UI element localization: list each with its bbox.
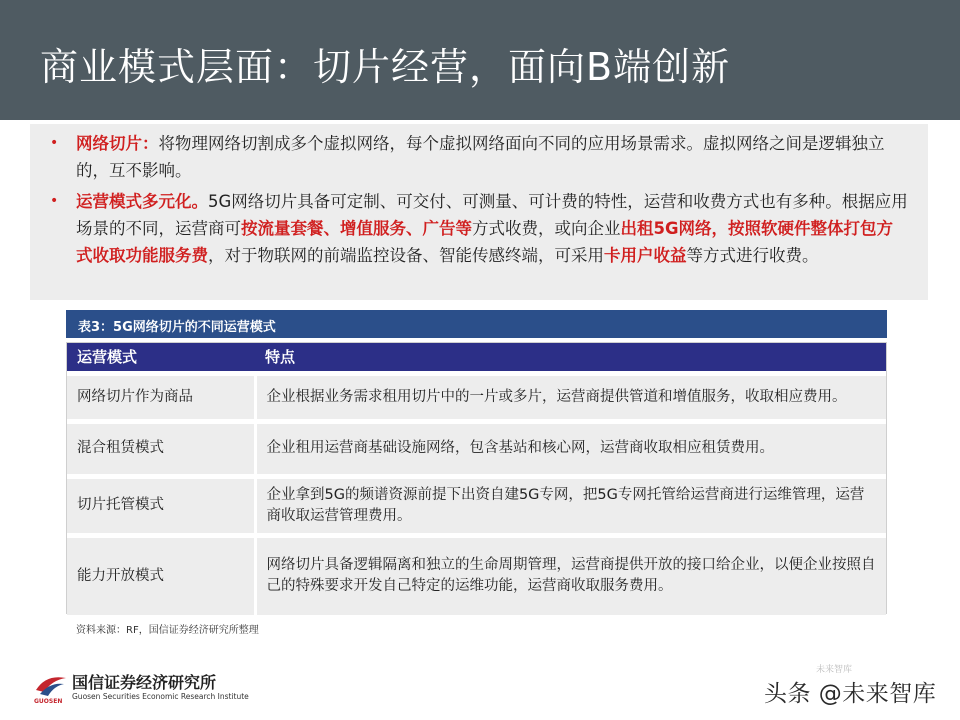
table-container [66,342,887,614]
table-cell-mode: 混合租赁模式 [67,421,255,476]
bullet-lead: 运营模式多元化。 [76,192,208,211]
page-title: 商业模式层面：切片经营，面向B端创新 [40,45,731,89]
table-cell-mode: 网络切片作为商品 [67,373,255,421]
table-cell-mode: 能力开放模式 [67,535,255,615]
table-header-row [67,343,886,373]
table-cell-features: 网络切片具备逻辑隔离和独立的生命周期管理，运营商提供开放的接口给企业，以便企业按照自己的特殊要求开发自己特定的运维功能，运营商收取服务费用。 [255,535,886,615]
bullet-text: 将物理网络切割成多个虚拟网络，每个虚拟网络面向不同的应用场景需求。虚拟网络之间是逻辑独立的，互不影响。 [76,134,885,180]
highlight-text: 按流量套餐、增值服务、广告等 [241,219,472,238]
table-row [67,535,886,615]
table-row [67,421,886,476]
bullet-panel [30,124,928,300]
bullet-operation-modes [50,188,908,269]
bullet-network-slicing [50,130,908,184]
bullet-lead: 网络切片： [76,134,159,153]
column-header-mode: 运营模式 [67,343,255,373]
table-cell-mode: 切片托管模式 [67,476,255,535]
logo-english-name: Guosen Securities Economic Research Institute [72,692,249,701]
logo-brand: GUOSEN [34,698,63,705]
table-cell-features: 企业根据业务需求租用切片中的一片或多片，运营商提供管道和增值服务，收取相应费用。 [255,373,886,421]
bullet-text: 5G网络切片具备可定制、可交付、可测量、可计费的特性，运营和收费方式也有多种。根据应用场景的不同，运营商可 [76,192,908,238]
bullet-dot-icon: • [50,193,59,209]
table-row [67,373,886,421]
bullet-text: 方式收费，或向企业 [472,219,621,238]
watermark: 头条 @未来智库 [764,681,937,707]
title-bar [0,0,960,120]
bullet-text: ，对于物联网的前端监控设备、智能传感终端，可采用 [208,246,604,265]
column-header-features: 特点 [255,343,886,373]
bullet-text: 等方式进行收费。 [686,246,819,265]
faint-watermark: 未来智库 [816,665,853,675]
logo-name: 国信证券经济研究所 [72,673,217,692]
operation-modes-table [67,343,886,615]
guosen-logo [34,668,249,708]
table-caption: 表3：5G网络切片的不同运营模式 [66,310,887,338]
table-row [67,476,886,535]
table-cell-features: 企业拿到5G的频谱资源前提下出资自建5G专网，把5G专网托管给运营商进行运维管理，运营商收取运营管理费用。 [255,476,886,535]
highlight-text: 出租5G网络，按照软硬件整体打包方式收取功能服务费 [76,219,894,265]
source-note: 资料来源：RF，国信证券经济研究所整理 [76,625,259,636]
guosen-logo-icon [34,672,68,698]
bullet-dot-icon: • [50,135,59,151]
table-cell-features: 企业租用运营商基础设施网络，包含基站和核心网，运营商收取相应租赁费用。 [255,421,886,476]
highlight-text: 卡用户收益 [604,246,687,265]
